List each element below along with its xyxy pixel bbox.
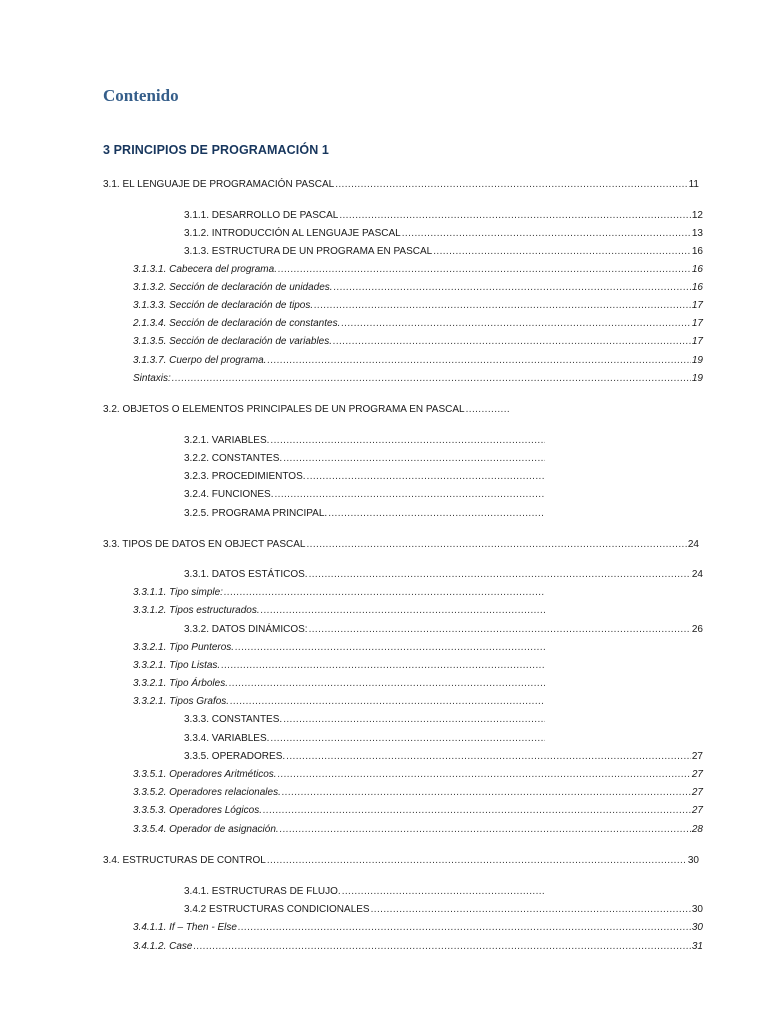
toc-entry-page: 17 [691,300,703,311]
toc-entry-subsection[interactable] [184,244,703,260]
toc-entry-subsubsection[interactable] [133,939,703,955]
toc-entry-label: 3.2.2. CONSTANTES. [184,453,283,464]
toc-entry-page: 28 [691,824,703,835]
toc-entry-page: 17 [691,318,703,329]
dot-leader [270,731,545,747]
toc-entry-section[interactable] [103,402,512,418]
dot-leader [224,585,545,601]
dot-leader [193,939,690,955]
toc-entry-subsubsection[interactable] [133,298,703,314]
toc-entry-subsection[interactable] [184,622,703,638]
toc-entry-subsection[interactable] [184,567,703,583]
toc-entry-label: 3.1.2. INTRODUCCIÓN AL LENGUAJE PASCAL [184,228,401,239]
toc-entry-label: 3.3.5. OPERADORES. [184,751,286,762]
toc-entry-page: 27 [691,769,703,780]
toc-entry-subsubsection[interactable] [133,822,703,838]
dot-leader [283,712,545,728]
dot-leader [282,785,691,801]
toc-entry-label: 3.3.2. DATOS DINÁMICOS: [184,624,308,635]
dot-leader [230,694,545,710]
dot-leader [371,902,691,918]
toc-entry-section[interactable] [103,177,699,193]
dot-leader [221,658,545,674]
chapter-heading: 3 PRINCIPIOS DE PROGRAMACIÓN 1 [103,143,329,157]
dot-leader [280,822,691,838]
toc-entry-page: 12 [691,210,703,221]
toc-entry-label: 3.4.1.1. If – Then - Else [133,922,237,933]
toc-entry-subsection[interactable] [184,902,703,918]
dot-leader [328,506,545,522]
toc-entry-label: 3.1.3. ESTRUCTURA DE UN PROGRAMA EN PASCAL [184,246,433,257]
toc-entry-label: 3.1.3.2. Sección de declaración de unidades. [133,282,333,293]
toc-entry-subsection[interactable] [184,731,546,747]
toc-entry-subsection[interactable] [184,712,546,728]
dot-leader [286,749,691,765]
toc-entry-subsubsection[interactable] [133,640,546,656]
dot-leader [274,487,545,503]
toc-entry-section[interactable] [103,853,699,869]
toc-entry-subsubsection[interactable] [133,262,703,278]
toc-entry-subsubsection[interactable] [133,803,703,819]
toc-entry-label: 3.4.2 ESTRUCTURAS CONDICIONALES [184,904,370,915]
toc-entry-page: 16 [691,246,703,257]
dot-leader [307,469,545,485]
toc-entry-subsection[interactable] [184,469,546,485]
toc-entry-subsubsection[interactable] [133,316,703,332]
toc-entry-label: 3.3.5.2. Operadores relacionales. [133,787,281,798]
toc-entry-subsubsection[interactable] [133,585,546,601]
dot-leader [306,537,686,553]
toc-entry-label: 3.3.2.1. Tipo Punteros. [133,642,235,653]
toc-entry-subsubsection[interactable] [133,353,703,369]
toc-entry-page: 27 [691,805,703,816]
dot-leader [238,920,691,936]
toc-entry-label: 3.1.3.7. Cuerpo del programa. [133,355,267,366]
toc-entry-subsection[interactable] [184,884,546,900]
toc-entry-subsection[interactable] [184,226,703,242]
dot-leader [235,640,545,656]
toc-entry-page: 30 [687,855,699,866]
toc-entry-label: 3.2.1. VARIABLES. [184,435,270,446]
toc-entry-page: 30 [691,904,703,915]
dot-leader [267,853,687,869]
dot-leader [334,280,691,296]
toc-entry-page: 19 [691,355,703,366]
toc-entry-subsubsection[interactable] [133,920,703,936]
toc-entry-section[interactable] [103,537,699,553]
toc-entry-subsubsection[interactable] [133,334,703,350]
toc-entry-page: 17 [691,336,703,347]
toc-entry-subsection[interactable] [184,451,546,467]
dot-leader [335,177,687,193]
toc-entry-page: 26 [691,624,703,635]
toc-entry-label: 3.3.5.4. Operador de asignación. [133,824,279,835]
toc-entry-page: 19 [691,373,703,384]
toc-entry-label: 3.3.3. CONSTANTES. [184,714,283,725]
dot-leader [309,567,691,583]
dot-leader [261,603,545,619]
toc-entry-label: 3.3.2.1. Tipo Listas. [133,660,221,671]
toc-entry-label: 3.1. EL LENGUAJE DE PROGRAMACIÓN PASCAL [103,179,335,190]
dot-leader [333,334,691,350]
dot-leader [466,402,511,418]
toc-entry-page: 16 [691,282,703,293]
dot-leader [342,884,545,900]
toc-entry-page: 24 [691,569,703,580]
toc-entry-label: 3.3.2.1. Tipo Árboles. [133,678,228,689]
toc-entry-label: 3.3.5.1. Operadores Aritméticos. [133,769,277,780]
dot-leader [314,298,691,314]
toc-entry-label: 3.3. TIPOS DE DATOS EN OBJECT PASCAL [103,539,306,550]
dot-leader [270,433,545,449]
toc-entry-label: 3.3.1. DATOS ESTÁTICOS. [184,569,308,580]
dot-leader [341,316,691,332]
toc-entry-label: 3.2.5. PROGRAMA PRINCIPAL. [184,508,328,519]
toc-entry-label: 3.1.3.1. Cabecera del programa. [133,264,277,275]
toc-entry-page: 16 [691,264,703,275]
toc-entry-page: 27 [691,787,703,798]
toc-entry-label: 3.3.5.3. Operadores Lógicos. [133,805,262,816]
toc-entry-subsection[interactable] [184,433,546,449]
toc-entry-page: 30 [691,922,703,933]
toc-entry-label: 3.2.3. PROCEDIMIENTOS. [184,471,306,482]
dot-leader [402,226,691,242]
toc-entry-page: 13 [691,228,703,239]
toc-entry-subsubsection[interactable] [133,371,703,387]
toc-entry-page: 27 [691,751,703,762]
toc-entry-label: 3.1.3.5. Sección de declaración de variables. [133,336,333,347]
toc-entry-label: 3.3.1.1. Tipo simple: [133,587,223,598]
toc-entry-label: 3.1.1. DESARROLLO DE PASCAL [184,210,339,221]
toc-entry-subsection[interactable] [184,506,546,522]
dot-leader [267,353,690,369]
toc-entry-page: 31 [691,941,703,952]
toc-entry-subsubsection[interactable] [133,603,546,619]
toc-entry-subsubsection[interactable] [133,676,546,692]
dot-leader [278,767,691,783]
dot-leader [283,451,545,467]
toc-entry-label: 3.2.4. FUNCIONES. [184,489,274,500]
toc-entry-label: 3.4.1. ESTRUCTURAS DE FLUJO. [184,886,341,897]
toc-entry-subsubsection[interactable] [133,658,546,674]
dot-leader [309,622,691,638]
toc-entry-label: 3.4. ESTRUCTURAS DE CONTROL [103,855,266,866]
toc-entry-label: 3.3.2.1. Tipos Grafos. [133,696,230,707]
toc-entry-subsubsection[interactable] [133,785,703,801]
toc-entry-subsection[interactable] [184,749,703,765]
dot-leader [172,371,691,387]
toc-entry-page: 24 [687,539,699,550]
toc-entry-subsection[interactable] [184,487,546,503]
toc-entry-subsubsection[interactable] [133,767,703,783]
toc-entry-label: 3.3.4. VARIABLES. [184,733,270,744]
toc-entry-subsection[interactable] [184,208,703,224]
toc-entry-label: 3.1.3.3. Sección de declaración de tipos. [133,300,314,311]
dot-leader [229,676,545,692]
toc-title: Contenido [103,86,179,105]
toc-entry-label: 3.4.1.2. Case [133,941,193,952]
toc-entry-label: Sintaxis: [133,373,171,384]
toc-entry-label: 3.2. OBJETOS O ELEMENTOS PRINCIPALES DE UN PROGRAMA EN PASCAL [103,404,465,415]
dot-leader [263,803,691,819]
dot-leader [278,262,691,278]
toc-entry-subsubsection[interactable] [133,280,703,296]
toc-entry-label: 3.3.1.2. Tipos estructurados. [133,605,260,616]
dot-leader [339,208,691,224]
dot-leader [433,244,691,260]
toc-entry-subsubsection[interactable] [133,694,546,710]
toc-entry-label: 2.1.3.4. Sección de declaración de constantes. [133,318,341,329]
toc-entry-page: 11 [688,179,699,190]
